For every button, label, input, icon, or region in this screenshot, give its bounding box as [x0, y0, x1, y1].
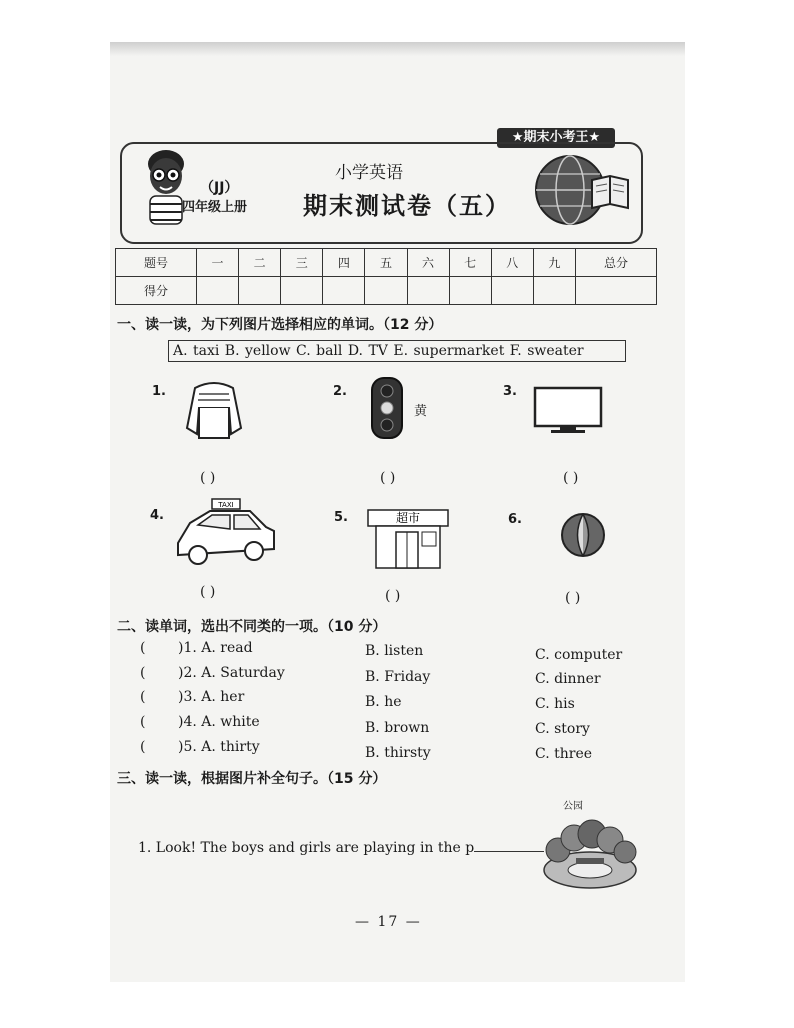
word-option-c: C. story	[535, 721, 590, 737]
score-cell: 题号	[116, 249, 197, 277]
score-input-cell[interactable]	[323, 277, 365, 305]
score-cell: 五	[365, 249, 407, 277]
park-icon	[540, 810, 640, 892]
sentence-1	[138, 838, 544, 856]
word-option-a: )1. A. read	[178, 640, 253, 656]
score-input-cell[interactable]	[533, 277, 575, 305]
open-paren[interactable]: (	[140, 739, 146, 755]
exam-badge: ★期末小考王★	[497, 128, 615, 148]
section3-heading: 三、读一读，根据图片补全句子。（15 分）	[117, 771, 387, 787]
question-number: 6.	[508, 512, 522, 527]
taxi-icon	[170, 497, 278, 569]
word-option-a: )2. A. Saturday	[178, 665, 285, 681]
sweater-icon	[183, 378, 245, 442]
question-number: 5.	[334, 510, 348, 525]
traffic-light-icon	[370, 376, 404, 440]
open-paren[interactable]: (	[140, 714, 146, 730]
open-paren[interactable]: (	[140, 665, 146, 681]
globe-book-icon	[532, 150, 632, 230]
question-number: 3.	[503, 384, 517, 399]
page-title: 期末测试卷（五）	[303, 192, 511, 220]
supermarket-icon	[366, 508, 450, 570]
score-input-cell[interactable]	[365, 277, 407, 305]
score-cell: 九	[533, 249, 575, 277]
answer-paren[interactable]: ( )	[563, 470, 579, 486]
score-input-cell[interactable]	[281, 277, 323, 305]
score-input-cell[interactable]	[449, 277, 491, 305]
word-option-b: B. Friday	[365, 669, 431, 685]
answer-paren[interactable]: ( )	[380, 470, 396, 486]
word-option-c: C. dinner	[535, 671, 601, 687]
word-option-b: B. he	[365, 694, 402, 710]
section1-options: A. taxi B. yellow C. ball D. TV E. supermarket F. sweater	[168, 340, 626, 362]
paper-edge	[110, 42, 685, 56]
score-cell: 一	[196, 249, 238, 277]
park-label: 公园	[563, 801, 583, 812]
word-option-b: B. brown	[365, 720, 430, 736]
word-option-c: C. computer	[535, 647, 623, 663]
word-option-b: B. thirsty	[365, 745, 431, 761]
score-cell: 四	[323, 249, 365, 277]
edition-label: （JJ）	[200, 180, 239, 196]
supermarket-sign-text: 超市	[395, 511, 421, 525]
word-option-c: C. three	[535, 746, 593, 762]
score-cell: 得分	[116, 277, 197, 305]
question-number: 1.	[152, 384, 166, 399]
tv-icon	[533, 386, 603, 434]
word-option-a: )4. A. white	[178, 714, 260, 730]
score-cell: 六	[407, 249, 449, 277]
sentence-1-text: 1. Look! The boys and girls are playing in the p	[138, 840, 475, 856]
score-cell: 总分	[575, 249, 656, 277]
score-input-cell[interactable]	[491, 277, 533, 305]
score-cell: 七	[449, 249, 491, 277]
score-input-cell[interactable]	[407, 277, 449, 305]
ball-icon	[560, 512, 606, 558]
taxi-sign-text: TAXI	[218, 501, 234, 509]
question-number: 2.	[333, 384, 347, 399]
word-option-b: B. listen	[365, 643, 424, 659]
traffic-light-label: 黄	[414, 404, 428, 419]
answer-paren[interactable]: ( )	[200, 584, 216, 600]
score-input-cell[interactable]	[575, 277, 656, 305]
score-input-cell[interactable]	[239, 277, 281, 305]
score-cell: 三	[281, 249, 323, 277]
word-option-a: )5. A. thirty	[178, 739, 260, 755]
subject-label: 小学英语	[335, 163, 403, 183]
score-value-row	[116, 277, 657, 305]
open-paren[interactable]: (	[140, 689, 146, 705]
grade-label: 四年级上册	[182, 200, 248, 215]
page-number: — 17 —	[355, 914, 422, 930]
answer-paren[interactable]: ( )	[200, 470, 216, 486]
score-table	[115, 248, 657, 305]
answer-paren[interactable]: ( )	[565, 590, 581, 606]
score-input-cell[interactable]	[196, 277, 238, 305]
open-paren[interactable]: (	[140, 640, 146, 656]
word-option-c: C. his	[535, 696, 575, 712]
question-number: 4.	[150, 508, 164, 523]
score-cell: 八	[491, 249, 533, 277]
section2-heading: 二、读单词，选出不同类的一项。（10 分）	[117, 619, 387, 635]
word-option-a: )3. A. her	[178, 689, 245, 705]
score-header-row	[116, 249, 657, 277]
section1-heading: 一、读一读，为下列图片选择相应的单词。（12 分）	[117, 317, 443, 333]
answer-blank[interactable]	[474, 838, 544, 852]
score-cell: 二	[239, 249, 281, 277]
answer-paren[interactable]: ( )	[385, 588, 401, 604]
